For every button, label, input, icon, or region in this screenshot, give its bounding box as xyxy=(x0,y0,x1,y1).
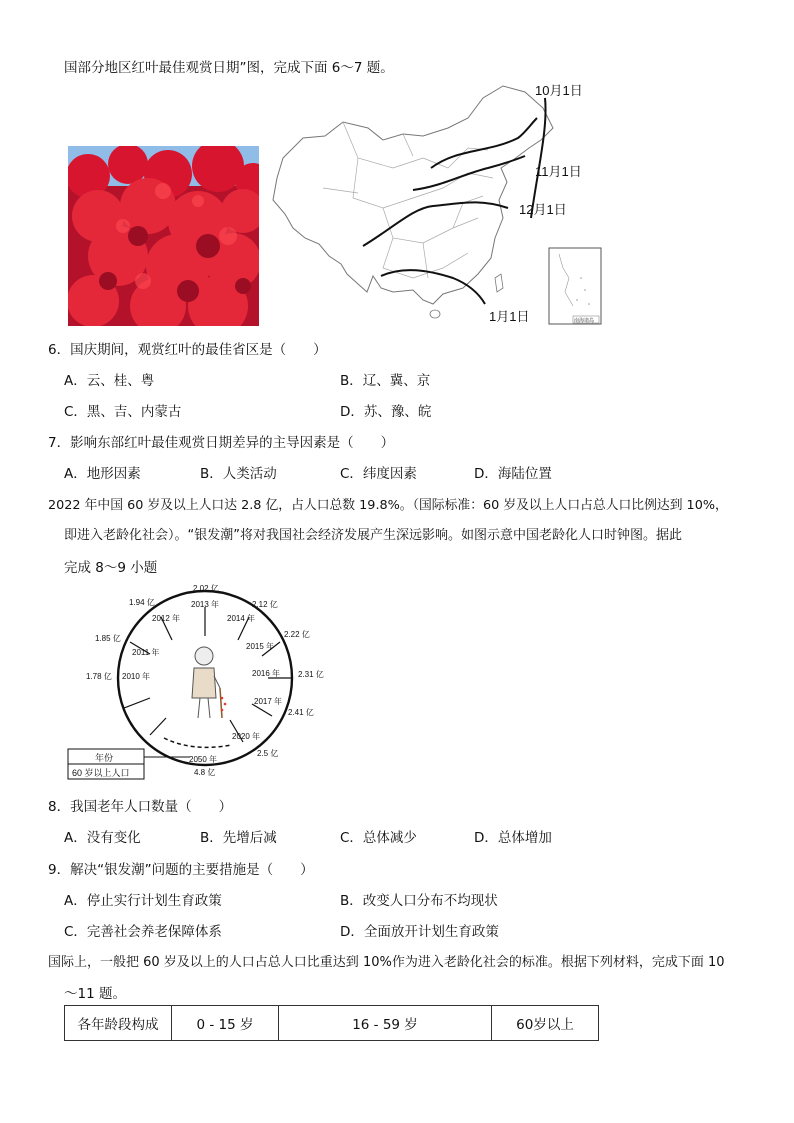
china-map xyxy=(263,78,608,328)
clock-year-2050: 2050 年 xyxy=(189,755,218,764)
clock-value-2011: 1.85 亿 xyxy=(95,634,121,643)
isoline-label-oct: 10月1日 xyxy=(535,83,583,98)
clock-value-2020: 2.5 亿 xyxy=(257,749,279,758)
clock-value-2015: 2.22 亿 xyxy=(284,630,310,639)
q6-option-c[interactable]: C．黑、吉、内蒙古 xyxy=(64,404,182,420)
isoline-label-dec: 12月1日 xyxy=(519,202,567,217)
isoline-label-jan: 1月1日 xyxy=(489,309,530,324)
q9-option-b[interactable]: B．改变人口分布不均现状 xyxy=(340,893,498,909)
q9-option-c[interactable]: C．完善社会养老保障体系 xyxy=(64,924,222,940)
age-structure-table xyxy=(64,1005,599,1041)
clock-year-2011: 2011 年 xyxy=(132,648,160,657)
q8-option-b[interactable]: B．先增后减 xyxy=(200,830,277,846)
passage2-line2: 即进入老龄化社会）。“银发潮”将对我国社会经济发展产生深远影响。如图示意中国老龄化人口时钟图。据此 xyxy=(64,528,682,543)
clock-year-2015: 2015 年 xyxy=(246,642,275,651)
clock-year-2020: 2020 年 xyxy=(232,732,261,741)
clock-value-2017: 2.41 亿 xyxy=(288,708,314,717)
q7-option-a[interactable]: A．地形因素 xyxy=(64,466,141,482)
table-cell: 各年龄段构成 xyxy=(65,1006,172,1041)
passage2-line3: 完成 8～9 小题 xyxy=(64,560,158,576)
clock-value-2013: 2.02 亿 xyxy=(193,584,219,593)
clock-value-2014: 2.12 亿 xyxy=(252,600,278,609)
q7-option-c[interactable]: C．纬度因素 xyxy=(340,466,417,482)
clock-year-2013: 2013 年 xyxy=(191,600,220,609)
clock-value-2012: 1.94 亿 xyxy=(129,598,155,607)
q6-option-d[interactable]: D．苏、豫、皖 xyxy=(340,404,432,420)
inset-label: 南海诸岛 xyxy=(574,318,595,324)
clock-year-2017: 2017 年 xyxy=(254,697,283,706)
south-china-sea-inset xyxy=(549,248,601,324)
intro-line: 国部分地区红叶最佳观赏日期”图，完成下面 6～7 题。 xyxy=(64,60,394,76)
table-cell: 60岁以上 xyxy=(492,1006,599,1041)
clock-year-2016: 2016 年 xyxy=(252,669,281,678)
table-cell: 16 - 59 岁 xyxy=(279,1006,492,1041)
q9-option-a[interactable]: A．停止实行计划生育政策 xyxy=(64,893,222,909)
aging-population-clock xyxy=(62,580,332,780)
passage2-line1: 2022 年中国 60 岁及以上人口达 2.8 亿，占人口总数 19.8%。（国际标准：60 岁及以上人口占总人口比例达到 10%， xyxy=(48,498,728,513)
q9-option-d[interactable]: D．全面放开计划生育政策 xyxy=(340,924,499,940)
q8-option-c[interactable]: C．总体减少 xyxy=(340,830,417,846)
q7-stem: 7．影响东部红叶最佳观赏日期差异的主导因素是（ ） xyxy=(48,435,395,451)
q7-option-b[interactable]: B．人类活动 xyxy=(200,466,277,482)
legend-year-label: 年份 xyxy=(95,753,114,763)
q8-stem: 8．我国老年人口数量（ ） xyxy=(48,799,233,815)
passage3-line1: 国际上，一般把 60 岁及以上的人口占总人口比重达到 10%作为进入老龄化社会的标准。根据下列材料，完成下面 10 xyxy=(48,955,725,970)
table-row xyxy=(65,1006,599,1041)
passage3-line2: ～11 题。 xyxy=(64,986,126,1002)
clock-year-2012: 2012 年 xyxy=(152,614,181,623)
clock-value-2016: 2.31 亿 xyxy=(298,670,324,679)
clock-value-2010: 1.78 亿 xyxy=(86,672,112,681)
q6-option-a[interactable]: A．云、桂、粤 xyxy=(64,373,155,389)
isoline-label-nov: 11月1日 xyxy=(535,164,582,179)
legend-population-label: 60 岁以上人口 xyxy=(72,768,130,778)
table-cell: 0 - 15 岁 xyxy=(172,1006,279,1041)
q7-option-d[interactable]: D．海陆位置 xyxy=(474,466,552,482)
q8-option-d[interactable]: D．总体增加 xyxy=(474,830,552,846)
clock-year-2014: 2014 年 xyxy=(227,614,256,623)
q8-option-a[interactable]: A．没有变化 xyxy=(64,830,141,846)
clock-year-2010: 2010 年 xyxy=(122,672,151,681)
q9-stem: 9．解决“银发潮”问题的主要措施是（ ） xyxy=(48,862,314,878)
red-leaves-photo xyxy=(68,146,259,326)
q6-stem: 6．国庆期间，观赏红叶的最佳省区是（ ） xyxy=(48,342,327,358)
clock-value-2050: 4.8 亿 xyxy=(194,768,216,777)
q6-option-b[interactable]: B．辽、冀、京 xyxy=(340,373,431,389)
